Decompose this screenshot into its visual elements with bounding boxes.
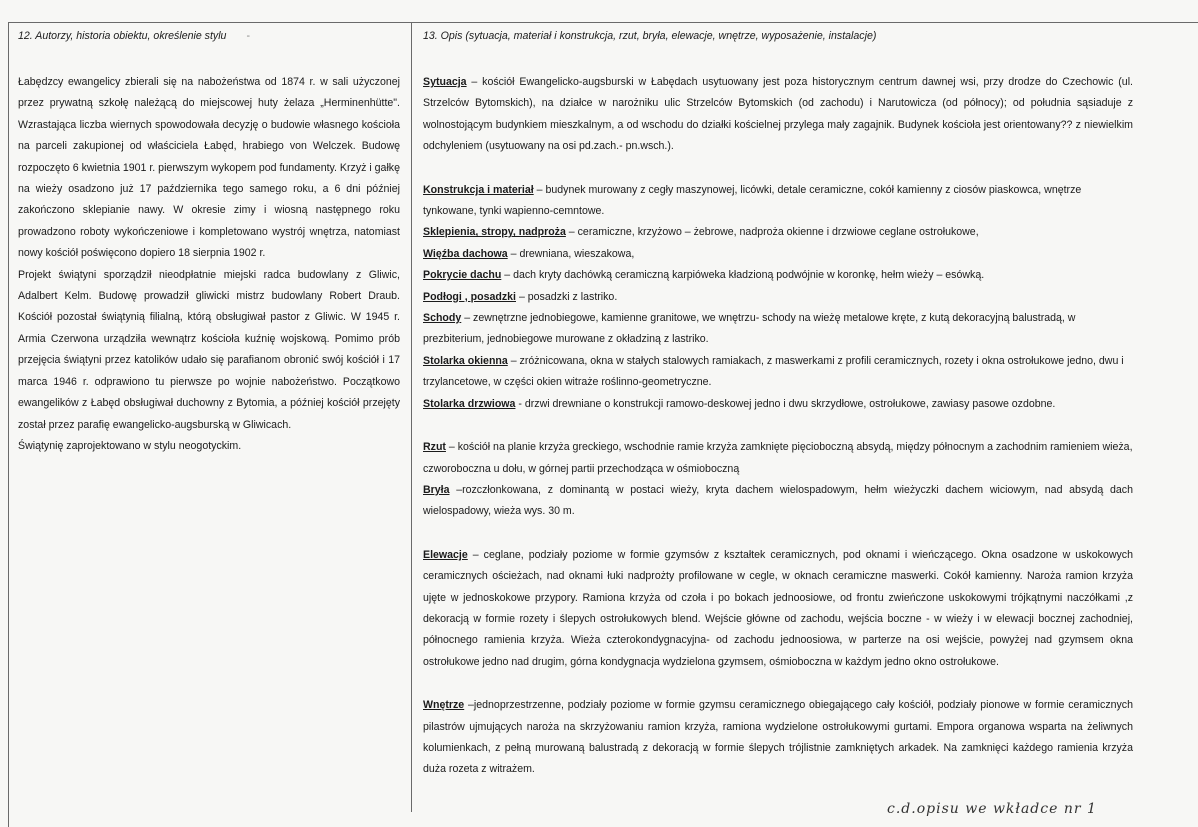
project-paragraph: Projekt świątyni sporządził nieodpłatnie miejski radca budowlany z Gliwic, Adalbert Kelm. Budowę prowadził gliwicki mistrz budowlany Robert Draub. Kościół pozostał świątynią filialną, którą obsługiwał pastor z Gliwic. W 1945 r. Armia Czerwona urządziła wewnątrz kościoła kuźnię wojskową. Pomimo prób przejęcia świątyni przez katolików udało się parafianom obronić swój kościół i 17 marca 1946 r. odprawiono tu pierwsze po wojnie nabożeństwo. Początkowo ewangelików z Łabęd obsługiwał duchowny z Bytomia, a później kościół przejęty został przez parafię ewangelicko-augsburską w Gliwicach. bbox=[18, 268, 400, 431]
section-12-heading bbox=[18, 24, 400, 50]
podlogi-label: Podłogi , posadzki bbox=[423, 290, 516, 303]
sytuacja-label: Sytuacja bbox=[423, 76, 467, 88]
wnetrze-label: Wnętrze bbox=[423, 699, 465, 712]
bryla-text: –rozczłonkowana, z dominantą w postaci wieży, kryta dachem wielospadowym, hełm wieżyczki dachem wiciowym, nad absydą dach wielospadowy, wieża wys. 30 m. bbox=[423, 483, 1133, 518]
sklepienia-entry bbox=[423, 222, 1133, 243]
schody-label: Schody bbox=[423, 312, 462, 325]
sklepienia-text: – ceramiczne, krzyżowo – żebrowe, nadproża okienne i drzwiowe ceglane ostrołukowe, bbox=[565, 226, 979, 239]
bryla-entry bbox=[423, 480, 1133, 523]
section-13-heading bbox=[423, 24, 1133, 50]
okienna-text: – zróżnicowana, okna w stałych stalowych ramiakach, z maswerkami z profili ceramicznych, rozety i okna ostrołukowe jedno, dwu i trzylancetowe, w części okien witraże roślinno-geometryczne. bbox=[423, 354, 1124, 389]
section-13-description bbox=[423, 24, 1133, 781]
sytuacja-entry bbox=[423, 72, 1133, 158]
konstrukcja-text: – budynek murowany z cegły maszynowej, licówki, detale ceramiczne, cokół kamienny z ciosów piaskowca, wnętrze tynkowane, tynki wapienno-cemntowe. bbox=[423, 183, 1082, 218]
elewacje-label: Elewacje bbox=[423, 548, 468, 561]
elewacje-text: – ceglane, podziały poziome w formie gzymsów z kształtek ceramicznych, pod oknami i wieńczącego. Okna osadzone w uskokowych ceramicznych ościeżach, nad oknami łuki nadprożty profilowane w cegle, w oknach ceramiczne maswerki. Cokół kamienny. Naroża ramion krzyża ujęte w jednoskokowe przypory. Ramiona krzyża od czoła i po bokach jednoosiowe, od frontu zwieńczone uskokowymi trójkątnymi naczółkami ,z dekoracją w formie rozety i ślepych ostrołukowych blend. Wejście główne od zachodu, wejścia boczne - w wieży i w elewacji bocznej zachodniej, północnego ramienia krzyża. Wieża czterokondygnacyjna- od zachodu jednoosiowa, w parterze na osi wejście, powyżej nad gzymsem okna ostrołukowe jedno nad drugim, górna kondygnacja wydzielona gzymsem, ośmioboczna w każdym jedno okno ostrołukowe. bbox=[423, 548, 1133, 668]
wiezba-text: – drewniana, wieszakowa, bbox=[507, 247, 635, 260]
podlogi-text: – posadzki z lastriko. bbox=[516, 290, 618, 303]
okienna-label: Stolarka okienna bbox=[423, 354, 508, 367]
column-divider bbox=[411, 22, 412, 812]
wnetrze-entry bbox=[423, 695, 1133, 781]
drzwiowa-entry bbox=[423, 394, 1133, 415]
section-13-title: 13. Opis (sytuacja, materiał i konstrukcja, rzut, bryła, elewacje, wnętrze, wyposażenie, instalacje) bbox=[423, 30, 877, 43]
drzwiowa-text: - drzwi drewniane o konstrukcji ramowo-deskowej jedno i dwu skrzydłowe, ostrołukowe, zawiasy pasowe ozdobne. bbox=[515, 397, 1056, 410]
wnetrze-text: –jednoprzestrzenne, podziały poziome w formie gzymsu ceramicznego obiegającego cały kościół, podziały pionowe w formie ceramicznych pilastrów ujmujących naroża na skrzyżowaniu ramion krzyża, ramiona wydzielone ostrołukowymi gurtami. Empora organowa wsparta na żeliwnych kolumienkach, z pełną murowaną balustradą z dekoracją w formie ślepych trójlistnie zamkniętych arkadek. Na zamknięci każdego ramienia krzyża duża rozeta z witrażem. bbox=[423, 699, 1133, 776]
rzut-label: Rzut bbox=[423, 441, 446, 454]
podlogi-entry bbox=[423, 287, 1133, 308]
konstrukcja-label: Konstrukcja i materiał bbox=[423, 183, 534, 196]
sklepienia-label: Sklepienia, stropy, nadproża bbox=[423, 226, 566, 239]
history-paragraph: Łabędzcy ewangelicy zbierali się na nabożeństwa od 1874 r. w sali użyczonej przez prywatną szkołę należącą do miejscowej huty żelaza „Herminenhütte". Wzrastająca liczba wiernych spowodowała decyzję o budowie własnego kościoła na parceli zakupionej od właściciela Łabęd, hrabiego von Welczek. Budowę rozpoczęto 6 kwietnia 1901 r. pierwszym wykopem pod fundamenty. Krzyż i gałkę na wieży osadzono już 17 października tego samego roku, a 6 dni później zakończono sklepianie nawy. W okresie zimy i wiosną następnego roku prowadzono roboty wykończeniowe i kompletowano wystrój wnętrza, natomiast nowy kościół poświęcono dopiero 18 sierpnia 1902 r. bbox=[18, 76, 400, 260]
wiezba-entry bbox=[423, 244, 1133, 265]
elewacje-entry bbox=[423, 545, 1133, 673]
rzut-entry bbox=[423, 437, 1133, 480]
okienna-entry bbox=[423, 351, 1133, 394]
handwritten-continuation-note: c.d.opisu we wkładce nr 1 bbox=[887, 801, 1097, 817]
rzut-text: – kościół na planie krzyża greckiego, wschodnie ramie krzyża zamknięte pięcioboczną absydą, między północnym a zachodnim ramieniem wieża, czworoboczna u dołu, w górnej partii przechodząca w ośmioboczną bbox=[423, 441, 1133, 475]
schody-entry bbox=[423, 308, 1133, 351]
drzwiowa-label: Stolarka drzwiowa bbox=[423, 397, 516, 410]
pokrycie-text: – dach kryty dachówką ceramiczną karpióweka kładzioną podwójnie w koronkę, hełm wieży – esówką. bbox=[501, 269, 985, 282]
schody-text: – zewnętrzne jednobiegowe, kamienne granitowe, we wnętrzu- schody na wieżę metalowe kręte, z kutą dekoracyjną balustradą, w prezbiterium, jednobiegowe murowane z okładziną z lastriko. bbox=[423, 312, 1076, 346]
pokrycie-label: Pokrycie dachu bbox=[423, 269, 502, 282]
konstrukcja-entry bbox=[423, 180, 1133, 223]
bryla-label: Bryła bbox=[423, 483, 450, 496]
wiezba-label: Więźba dachowa bbox=[423, 247, 508, 260]
section-12-title: 12. Autorzy, historia obiektu, określenie stylu bbox=[18, 30, 227, 43]
pokrycie-entry bbox=[423, 265, 1133, 286]
style-paragraph: Świątynię zaprojektowano w stylu neogotyckim. bbox=[18, 439, 242, 452]
section-12-history bbox=[18, 24, 400, 457]
scan-mark: - bbox=[246, 30, 250, 43]
sytuacja-text: – kościół Ewangelicko-augsburski w Łabędach usytuowany jest poza historycznym centrum dawnej wsi, przy drodze do Czechowic (ul. Strzelców Bytomskich), na działce w narożniku ulic Strzelców Bytomskich (od zachodu) i Narutowicza (od północy); od południa sąsiaduje z wolnostojącym budynkiem mieszkalnym, a od wschodu do działki kościelnej przylega mały zagajnik. Budynek kościoła jest orientowany?? z niewielkim odchyleniem (usytuowany na osi pd.zach.- pn.wsch.). bbox=[423, 76, 1133, 153]
